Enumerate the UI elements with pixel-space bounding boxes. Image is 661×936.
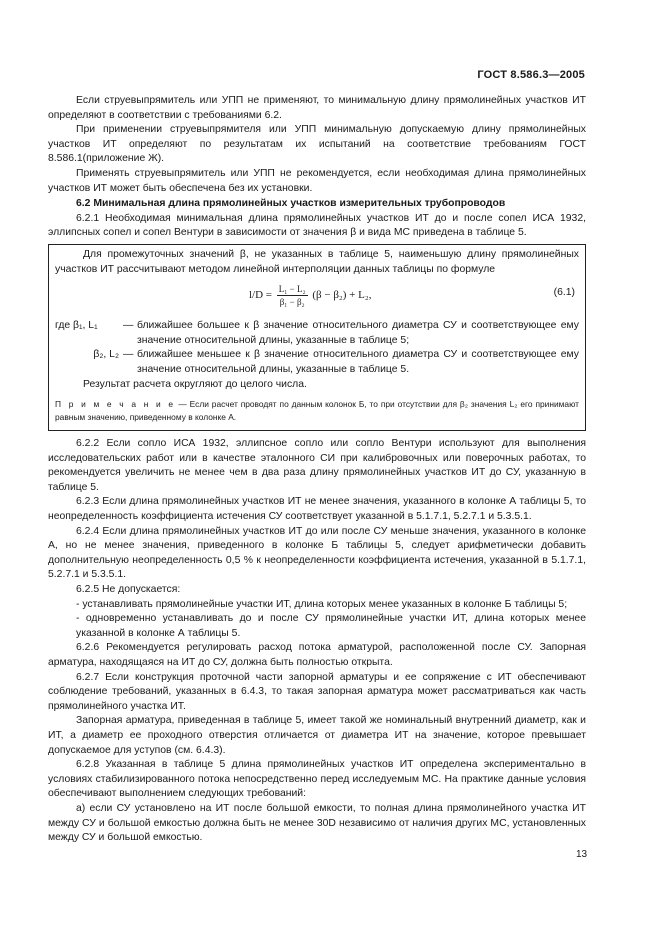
note-text: — Если расчет проводят по данным колонок Б, то при отсутствии для β₂ значения L₂ его принимают равным значению, приведенному в колонке А. (55, 399, 579, 423)
paragraph: Применять струевыпрямитель или УПП не рекомендуется, если необходимая длина прямолинейных участков ИТ может быть обеспечена без их установки. (48, 167, 586, 194)
formula-lhs: l/D = (249, 289, 273, 302)
definition-symbol: β₂, L₂ (93, 349, 119, 361)
definition-text: ближайшее большее к β значение относительного диаметра СУ и соответствующее ему значение относительной длины, указанные в таблице 5; (137, 320, 579, 346)
paragraph: При применении струевыпрямителя или УПП минимальную допускаемую длину прямолинейных участков ИТ определяют по результатам их испытаний на соответствие требованиям ГОСТ 8.586.1(приложение Ж). (48, 124, 586, 165)
note (55, 398, 579, 424)
paragraph-6-2-5: 6.2.5 Не допускается: (76, 584, 181, 596)
rounding-rule: Результат расчета округляют до целого числа. (83, 378, 307, 390)
paragraph: Если струевыпрямитель или УПП не применяют, то минимальную длину прямолинейных участков ИТ определяют в соответствии с требованиями 6.2. (48, 95, 586, 121)
formula-row (55, 279, 579, 317)
formula-fraction (277, 283, 308, 308)
formula (249, 283, 371, 308)
page-content (48, 94, 586, 846)
paragraph-6-2-7: 6.2.7 Если конструкция проточной части запорной арматуры и ее сопряжение с ИТ обеспечивают соблюдение требований, указанных в 6.4.3, то такая запорная арматура может рассматриваться как часть прямолинейного участка ИТ. (48, 671, 586, 712)
formula-denominator: β₁ − β₂ (279, 297, 305, 308)
definition-2 (55, 348, 579, 377)
paragraph: Запорная арматура, приведенная в таблице 5, имеет такой же номинальный внутренний диаметр, как и ИТ, а диаметр ее проходного отверстия отличается от диаметра ИТ на значение, которое превышает допускаемое для уступов (см. 6.4.3). (48, 715, 586, 756)
paragraph-6-2-1: 6.2.1 Необходимая минимальная длина прямолинейных участков ИТ до и после сопел ИСА 1932, эллипсных сопел и сопел Вентури в зависимости от значения β и вида МС приведена в таблице 5. (48, 212, 586, 239)
formula-number: (6.1) (553, 287, 575, 299)
paragraph-6-2-6: 6.2.6 Рекомендуется регулировать расход потока арматурой, расположенной после СУ. Запорная арматура, находящаяся на ИТ до СУ, должна быть полностью открыта. (48, 642, 586, 668)
paragraph-6-2-8: 6.2.8 Указанная в таблице 5 длина прямолинейных участков ИТ определена экспериментально в условиях стабилизированного потока непосредственно перед исследуемым МС. На практике данные условия обеспечивают выполнением следующих требований: (48, 759, 586, 800)
definition-dash: — (123, 320, 134, 332)
paragraph-6-2-4: 6.2.4 Если длина прямолинейных участков ИТ до или после СУ меньше значения, указанного в колонке А, но не менее значения, приведенного в колонке Б таблицы 5, следует арифметически добавить дополнительную неопределенность 0,5 % к неопределенности коэффициента истечения, указанной в 5.1.7.1, 5.2.7.1 и 5.3.5.1. (48, 525, 586, 581)
list-item: - одновременно устанавливать до и после СУ прямолинейные участки ИТ, длина которых менее указанной в колонке А таблицы 5. (76, 613, 586, 639)
definition-symbol: где β₁, L₁ (55, 320, 98, 332)
paragraph-6-2-3: 6.2.3 Если длина прямолинейных участков ИТ не менее значения, указанного в колонке А таблицы 5, то неопределенность коэффициента истечения СУ соответствует указанной в 5.1.7.1, 5.2.7.1 и 5.3.5.1. (48, 496, 586, 523)
page-number: 13 (576, 849, 588, 860)
interpolation-box (48, 244, 586, 431)
definition-1 (55, 319, 579, 348)
formula-rhs: (β − β₂) + L₂, (312, 289, 372, 302)
formula-numerator: L₁ − L₂ (278, 284, 306, 295)
definition-text: ближайшее меньшее к β значение относительного диаметра СУ и соответствующее ему значение относительной длины, указанные в таблице 5. (137, 349, 579, 375)
list-item: а) если СУ установлено на ИТ после большой емкости, то полная длина прямолинейного участка ИТ между СУ и большой емкостью должна быть не менее 30D независимо от наличия других МС, установленных между СУ и большой емкостью. (48, 802, 586, 844)
paragraph-6-2-2: 6.2.2 Если сопло ИСА 1932, эллипсное сопло или сопло Вентури используют для выполнения исследовательских работ или в качестве эталонного СИ при калибровочных или поверочных работах, то рекомендуется увеличить не менее чем в два раза длину прямолинейных участков ИТ до СУ, указанную в таблице 5. (48, 438, 586, 493)
note-label: П р и м е ч а н и е (55, 399, 176, 410)
list-item: - устанавливать прямолинейные участки ИТ, длина которых менее указанных в колонке Б таблицы 5; (76, 598, 568, 610)
box-intro: Для промежуточных значений β, не указанных в таблице 5, наименьшую длину прямолинейных участков ИТ рассчитывают методом линейной интерполяции данных таблицы по формуле (55, 248, 579, 275)
definition-dash: — (123, 349, 134, 361)
page-header: ГОСТ 8.586.3—2005 (477, 69, 585, 81)
section-heading: 6.2 Минимальная длина прямолинейных участков измерительных трубопроводов (76, 198, 506, 210)
